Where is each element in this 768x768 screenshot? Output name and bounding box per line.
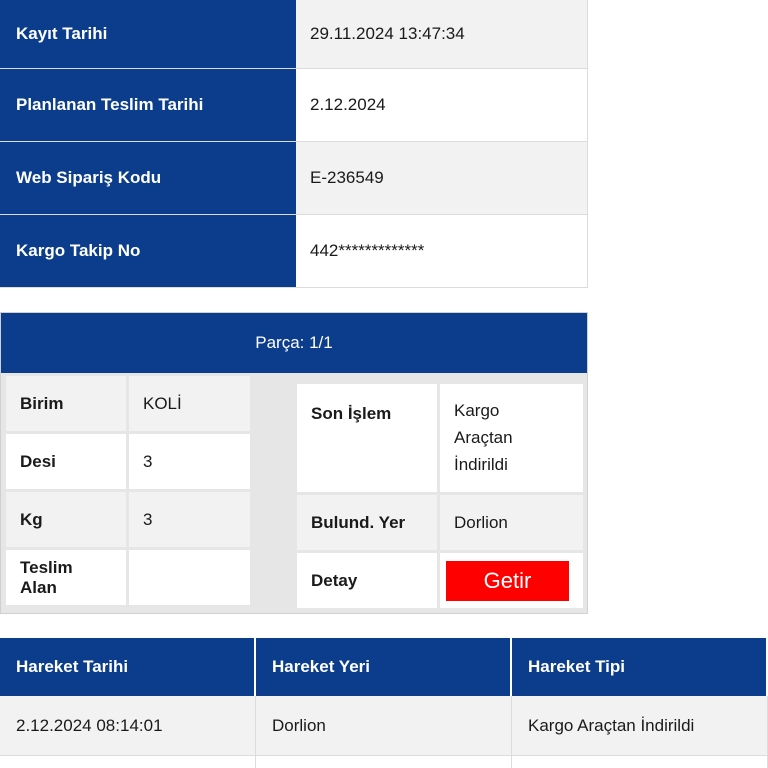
received-by-value: [129, 550, 250, 605]
detail-action-cell: [440, 553, 583, 608]
info-label: Kargo Takip No: [0, 215, 296, 287]
kg-label: Kg: [6, 492, 126, 547]
detail-label: Detay: [297, 553, 437, 608]
parcel-details-grid: [6, 376, 250, 605]
location-label: Bulund. Yer: [297, 495, 437, 550]
info-label: Planlanan Teslim Tarihi: [0, 69, 296, 141]
shipment-info-table: [0, 0, 588, 288]
movements-table: [0, 638, 768, 768]
table-cell: [256, 756, 512, 768]
table-row: [0, 696, 768, 756]
last-action-line: Kargo: [454, 401, 500, 420]
table-cell: [512, 756, 768, 768]
movement-date: 2.12.2024 08:14:01: [0, 696, 256, 755]
received-by-label: Teslim Alan: [6, 550, 126, 605]
movements-header-row: [0, 638, 768, 696]
unit-value: KOLİ: [129, 376, 250, 431]
parcel-header: Parça: 1/1: [1, 313, 587, 373]
info-label: Web Sipariş Kodu: [0, 142, 296, 214]
info-row-web-order-code: [0, 142, 588, 215]
info-row-planned-delivery: [0, 69, 588, 142]
info-row-tracking-number: [0, 215, 588, 288]
desi-value: 3: [129, 434, 250, 489]
info-value: 2.12.2024: [296, 69, 588, 141]
table-row: [0, 756, 768, 768]
column-header-type: Hareket Tipi: [512, 638, 768, 696]
movement-type: Kargo Araçtan İndirildi: [512, 696, 768, 755]
kg-value: 3: [129, 492, 250, 547]
movement-location: Dorlion: [256, 696, 512, 755]
info-value: E-236549: [296, 142, 588, 214]
info-value: 442*************: [296, 215, 588, 287]
location-value: Dorlion: [440, 495, 583, 550]
parcel-status-grid: [297, 384, 583, 608]
column-header-date: Hareket Tarihi: [0, 638, 256, 696]
getir-button[interactable]: Getir: [446, 561, 569, 601]
info-value: 29.11.2024 13:47:34: [296, 0, 588, 68]
column-header-location: Hareket Yeri: [256, 638, 512, 696]
info-label: Kayıt Tarihi: [0, 0, 296, 68]
last-action-line: İndirildi: [454, 455, 508, 474]
last-action-label: Son İşlem: [297, 384, 437, 492]
table-cell: [0, 756, 256, 768]
desi-label: Desi: [6, 434, 126, 489]
last-action-value: [440, 384, 583, 492]
info-row-registration-date: [0, 0, 588, 69]
parcel-panel: [0, 312, 588, 614]
last-action-line: Araçtan: [454, 428, 513, 447]
unit-label: Birim: [6, 376, 126, 431]
